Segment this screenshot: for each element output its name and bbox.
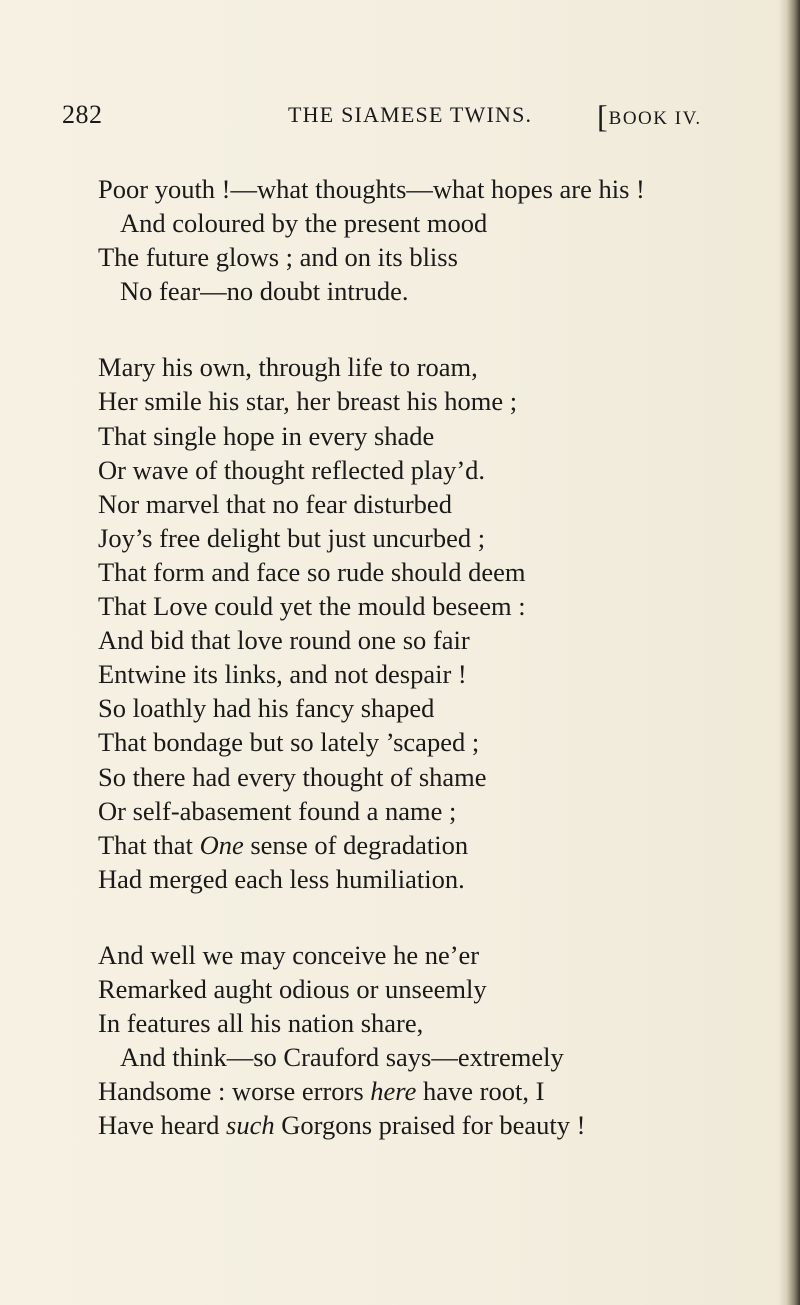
running-header — [62, 100, 742, 140]
verse-text: have root, I — [416, 1076, 545, 1107]
verse-text: Poor youth !—what thoughts—what hopes are his ! — [98, 174, 645, 204]
verse-line — [98, 657, 718, 691]
verse-line — [98, 274, 718, 308]
verse-line — [98, 487, 718, 521]
verse-line — [98, 725, 718, 759]
verse-text: Or self-abasement found a name ; — [98, 795, 457, 826]
verse-text: Mary his own, through life to roam, — [98, 352, 478, 383]
verse-line — [98, 555, 718, 589]
verse-text: No fear—no doubt intrude. — [120, 276, 409, 307]
verse-text: Gorgons praised for beauty ! — [274, 1110, 586, 1141]
verse-text: And well we may conceive he ne’er — [98, 939, 480, 970]
verse-text: Had merged each less humiliation. — [98, 863, 465, 894]
verse-text: That single hope in every shade — [98, 420, 435, 451]
verse-line — [98, 419, 718, 453]
verse-line — [98, 828, 718, 862]
verse-line — [98, 938, 718, 972]
verse-text: That that — [98, 829, 200, 860]
verse-line — [98, 691, 718, 725]
verse-line — [98, 862, 718, 896]
verse-text: That form and face so rude should deem — [98, 556, 526, 587]
verse-emphasis: here — [370, 1076, 417, 1107]
verse-line — [98, 972, 718, 1006]
verse-line — [98, 794, 718, 828]
verse-line — [98, 1040, 718, 1074]
verse-text: Nor marvel that no fear disturbed — [98, 488, 452, 519]
verse-line — [98, 206, 718, 240]
section-bracket: [ — [597, 98, 609, 134]
verse-text: So loathly had his fancy shaped — [98, 693, 435, 724]
running-title: THE SIAMESE TWINS. — [288, 102, 533, 127]
stanza — [98, 350, 718, 896]
page-edge-shadow — [778, 0, 800, 1305]
verse-text: sense of degradation — [243, 829, 469, 860]
verse-line — [98, 1108, 718, 1142]
verse-line — [98, 623, 718, 657]
verse-text: The future glows ; and on its bliss — [98, 242, 458, 273]
verse-line — [98, 1074, 718, 1108]
verse-line — [98, 760, 718, 794]
poem-body — [98, 172, 718, 1184]
verse-text: So there had every thought of shame — [98, 761, 487, 792]
verse-text: That bondage but so lately ’scaped ; — [98, 727, 480, 758]
verse-line — [98, 350, 718, 384]
verse-text: Or wave of thought reflected play’d. — [98, 454, 486, 485]
verse-line — [98, 589, 718, 623]
verse-text: And bid that love round one so fair — [98, 625, 470, 656]
verse-text: Remarked aught odious or unseemly — [98, 973, 487, 1004]
verse-text: Have heard — [98, 1110, 227, 1141]
verse-text: Her smile his star, her breast his home ; — [98, 386, 518, 417]
verse-line — [98, 521, 718, 555]
verse-text: Joy’s free delight but just uncurbed ; — [98, 522, 486, 553]
verse-line — [98, 453, 718, 487]
verse-line — [98, 384, 718, 418]
verse-text: And think—so Crauford says—extremely — [120, 1042, 564, 1073]
section-label: BOOK IV. — [608, 108, 702, 129]
verse-emphasis: One — [199, 829, 244, 860]
verse-text: Entwine its links, and not despair ! — [98, 659, 467, 690]
section-marker — [597, 98, 702, 135]
stanza — [98, 172, 718, 308]
verse-text: In features all his nation share, — [98, 1008, 424, 1039]
verse-text: Handsome : worse errors — [98, 1076, 371, 1107]
verse-text: And coloured by the present mood — [120, 208, 488, 239]
verse-line — [98, 1006, 718, 1040]
verse-line — [98, 240, 718, 274]
page-number: 282 — [62, 100, 103, 129]
verse-text: That Love could yet the mould beseem : — [98, 591, 526, 622]
verse-line — [98, 172, 718, 206]
verse-emphasis: such — [226, 1110, 275, 1141]
stanza — [98, 938, 718, 1143]
